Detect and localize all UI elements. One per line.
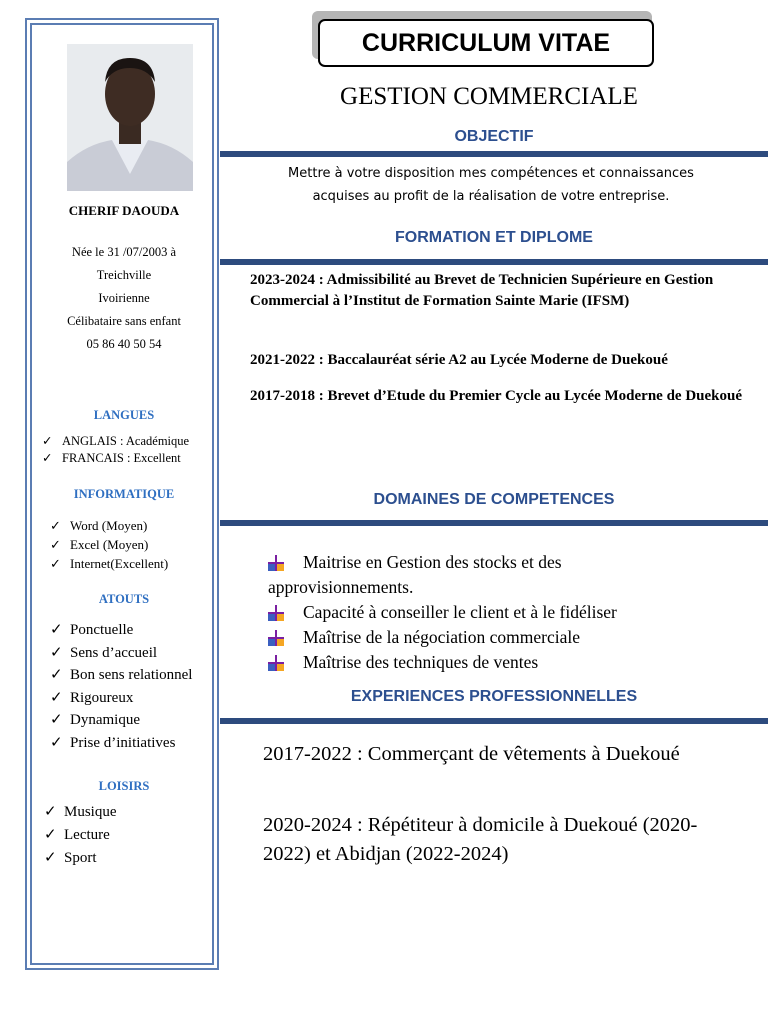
- objectif-line: acquises au profit de la réalisation de votre entreprise.: [312, 189, 670, 204]
- check-icon: ✓: [50, 518, 61, 533]
- bullet-icon: [268, 605, 284, 621]
- birthplace: Treichville: [96, 268, 152, 282]
- bullet-icon: [268, 555, 284, 571]
- marital-status: Célibataire sans enfant: [67, 314, 181, 328]
- check-icon: ✓: [50, 689, 63, 706]
- informatique-list: [48, 516, 168, 573]
- list-item: ✓ Lecture: [42, 824, 117, 847]
- check-icon: ✓: [42, 434, 53, 448]
- list-item: ✓ Sens d’accueil: [48, 642, 192, 665]
- atouts-list: [48, 619, 192, 754]
- check-icon: ✓: [50, 644, 63, 661]
- list-item: ✓ Bon sens relationnel: [48, 664, 192, 687]
- competences-list: [265, 550, 735, 675]
- section-divider: [220, 151, 768, 157]
- section-divider: [220, 259, 768, 265]
- atouts-heading: ATOUTS: [98, 592, 150, 606]
- candidate-name: CHERIF DAOUDA: [68, 203, 180, 218]
- birth-line: Née le 31 /07/2003 à: [71, 245, 177, 259]
- page-title: CURRICULUM VITAE: [318, 19, 654, 67]
- check-icon: ✓: [44, 850, 57, 866]
- list-item: Capacité à conseiller le client et à le fidéliser: [265, 600, 735, 625]
- objectif-text: [230, 162, 752, 208]
- list-item: ✓ Word (Moyen): [50, 518, 148, 533]
- list-item: ✓ Excel (Moyen): [50, 537, 149, 552]
- langues-list: [40, 433, 189, 467]
- check-icon: ✓: [50, 556, 61, 571]
- list-item-continuation: approvisionnements.: [268, 577, 414, 597]
- loisirs-list: [42, 801, 117, 870]
- personal-info: [32, 241, 216, 356]
- sidebar-inner-border: [30, 23, 214, 965]
- check-icon: ✓: [44, 804, 57, 820]
- check-icon: ✓: [42, 451, 53, 465]
- list-item: ✓ Internet(Excellent): [50, 556, 169, 571]
- formation-item: 2023-2024 : Admissibilité au Brevet de Technicien Supérieure en Gestion Commercial à l’Institut de Formation Sainte Marie (IFSM): [250, 272, 714, 309]
- objectif-heading: OBJECTIF: [454, 128, 534, 145]
- informatique-heading: INFORMATIQUE: [73, 487, 175, 501]
- formation-item: 2017-2018 : Brevet d’Etude du Premier Cycle au Lycée Moderne de Duekoué: [250, 388, 743, 404]
- loisirs-heading: LOISIRS: [98, 779, 150, 793]
- bullet-icon: [268, 655, 284, 671]
- check-icon: ✓: [50, 734, 63, 751]
- formation-item: 2021-2022 : Baccalauréat série A2 au Lycée Moderne de Duekoué: [250, 352, 668, 368]
- langues-heading: LANGUES: [93, 408, 155, 422]
- phone-number: 05 86 40 50 54: [86, 337, 162, 351]
- list-item: ✓ Dynamique: [48, 709, 192, 732]
- list-item: ✓ Musique: [42, 801, 117, 824]
- experience-item: 2017-2022 : Commerçant de vêtements à Duekoué: [263, 743, 680, 765]
- nationality: Ivoirienne: [98, 291, 150, 305]
- competences-heading: DOMAINES DE COMPETENCES: [373, 491, 615, 508]
- check-icon: ✓: [44, 827, 57, 843]
- list-item: ✓ FRANCAIS : Excellent: [42, 451, 181, 465]
- profile-photo: [67, 44, 193, 191]
- list-item: ✓ ANGLAIS : Académique: [42, 434, 190, 448]
- check-icon: ✓: [50, 537, 61, 552]
- check-icon: ✓: [50, 667, 63, 683]
- list-item: Maîtrise des techniques de ventes: [265, 650, 735, 675]
- section-divider: [220, 718, 768, 724]
- section-divider: [220, 520, 768, 526]
- list-item: ✓ Ponctuelle: [48, 619, 192, 642]
- list-item: ✓ Sport: [42, 847, 117, 870]
- list-item: Maîtrise de la négociation commerciale: [265, 625, 735, 650]
- bullet-icon: [268, 630, 284, 646]
- sidebar: [25, 18, 219, 970]
- list-item: Maitrise en Gestion des stocks et des: [265, 550, 735, 575]
- list-item: ✓ Prise d’initiatives: [48, 732, 192, 755]
- experience-item: 2020-2024 : Répétiteur à domicile à Duekoué (2020-2022) et Abidjan (2022-2024): [263, 814, 698, 865]
- objectif-line: Mettre à votre disposition mes compétences et connaissances: [288, 166, 694, 181]
- check-icon: ✓: [50, 712, 63, 728]
- list-item: ✓ Rigoureux: [48, 687, 192, 710]
- check-icon: ✓: [50, 622, 63, 638]
- page-subtitle: GESTION COMMERCIALE: [340, 83, 638, 110]
- formation-heading: FORMATION ET DIPLOME: [395, 229, 593, 246]
- experiences-heading: EXPERIENCES PROFESSIONNELLES: [350, 688, 638, 705]
